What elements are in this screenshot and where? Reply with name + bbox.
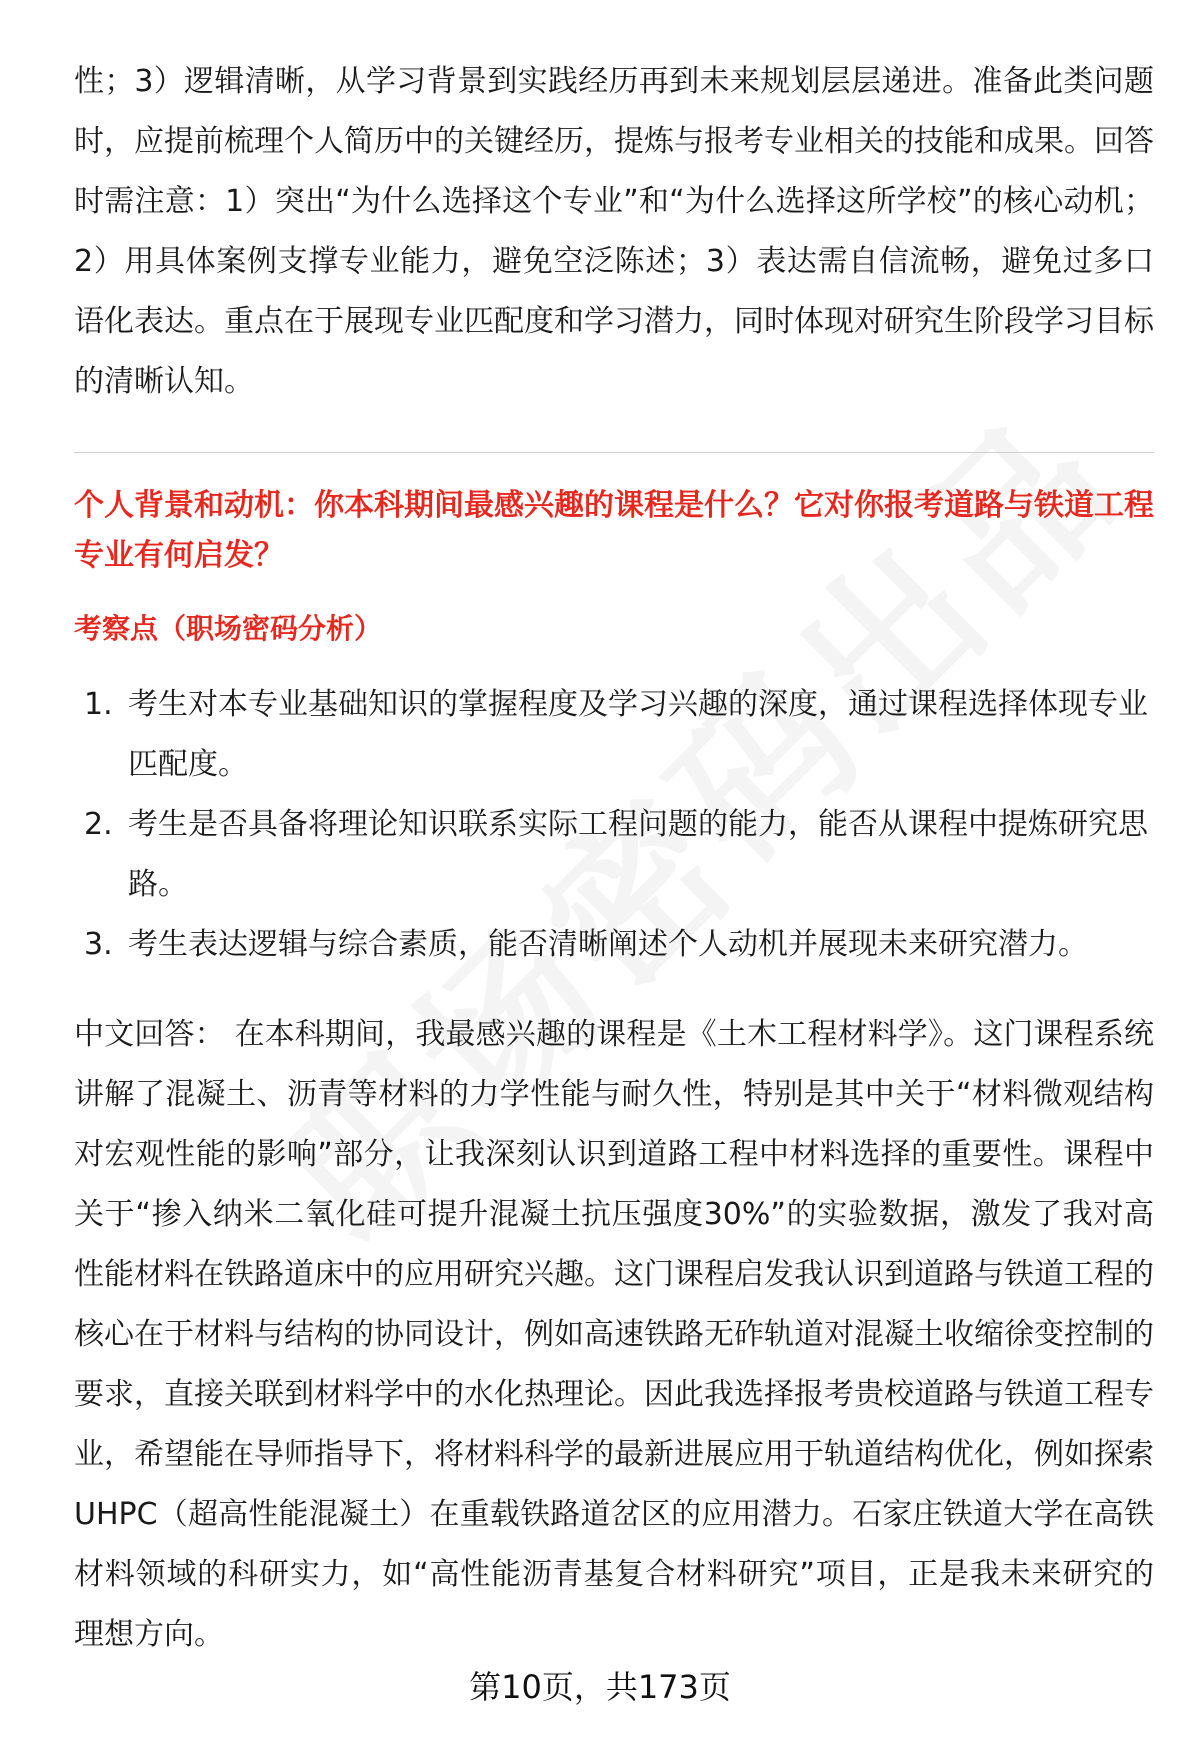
list-item-text: 考生表达逻辑与综合素质，能否清晰阐述个人动机并展现未来研究潜力。 [128, 927, 1088, 962]
exam-points-heading: 考察点（职场密码分析） [74, 612, 383, 645]
answer-paragraph: 中文回答： 在本科期间，我最感兴趣的课程是《土木工程材料学》。这门课程系统讲解了混凝土、沥青等材料的力学性能与耐久性，特别是其中关于“材料微观结构对宏观性能的影响”部分，让我深刻认识到道路工程中材料选择的重要性。课程中关于“掺入纳米二氧化硅可提升混凝土抗压强度30%”的实验数据，激发了我对高性能材料在铁路道床中的应用研究兴趣。这门课程启发我认识到道路与铁道工程的核心在于材料与结构的协同设计，例如高速铁路无砟轨道对混凝土收缩徐变控制的要求，直接关联到材料学中的水化热理论。因此我选择报考贵校道路与铁道工程专业，希望能在导师指导下，将材料科学的最新进展应用于轨道结构优化，例如探索UHPC（超高性能混凝土）在重载铁路道岔区的应用潜力。石家庄铁道大学在高铁材料领域的科研实力，如“高性能沥青基复合材料研究”项目，正是我未来研究的理想方向。 [74, 1017, 1154, 1652]
question-heading: 个人背景和动机：你本科期间最感兴趣的课程是什么？它对你报考道路与铁道工程专业有何启发？ [74, 488, 1154, 573]
list-item-number: 2. [84, 807, 113, 842]
exam-points-list [74, 675, 1154, 975]
list-item-text: 考生是否具备将理论知识联系实际工程问题的能力，能否从课程中提炼研究思路。 [128, 807, 1148, 902]
list-item-number: 3. [84, 927, 113, 962]
intro-paragraph: 性；3）逻辑清晰，从学习背景到实践经历再到未来规划层层递进。准备此类问题时，应提前梳理个人简历中的关键经历，提炼与报考专业相关的技能和成果。回答时需注意：1）突出“为什么选择这个专业”和“为什么选择这所学校”的核心动机；2）用具体案例支撑专业能力，避免空泛陈述；3）表达需自信流畅，避免过多口语化表达。重点在于展现专业匹配度和学习潜力，同时体现对研究生阶段学习目标的清晰认知。 [74, 64, 1154, 399]
list-item [74, 915, 1154, 975]
document-page [74, 52, 1154, 1665]
list-item [74, 795, 1154, 915]
list-item-number: 1. [84, 687, 113, 722]
list-item-text: 考生对本专业基础知识的掌握程度及学习兴趣的深度，通过课程选择体现专业匹配度。 [128, 687, 1148, 782]
list-item [74, 675, 1154, 795]
section-divider [74, 452, 1154, 453]
page-number-footer: 第10页，共173页 [469, 1668, 731, 1706]
